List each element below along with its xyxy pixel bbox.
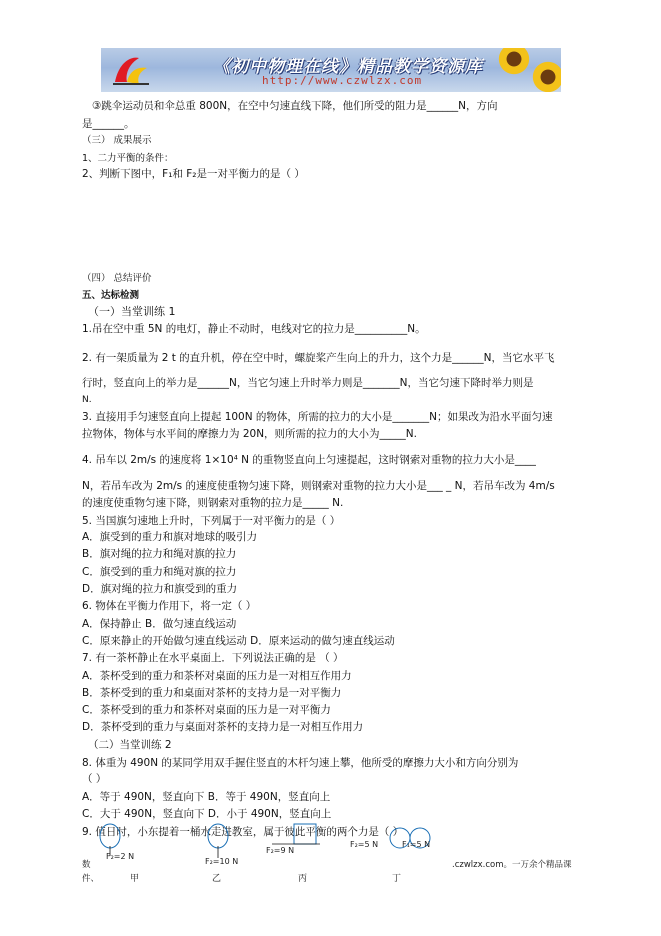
diagram-label: F₂=2 N: [106, 852, 135, 861]
option: B．旗对绳的拉力和绳对旗的拉力: [82, 548, 237, 560]
option: A．茶杯受到的重力和茶杯对桌面的压力是一对相互作用力: [82, 670, 352, 682]
question-8: 8. 体重为 490N 的某同学用双手握住竖直的木杆匀速上攀，他所受的摩擦力大小和方向分别为: [82, 757, 519, 769]
question-2-cont: N.: [82, 395, 92, 405]
sunflower-icon: [497, 48, 531, 76]
option: A．保持静止 B．做匀速直线运动: [82, 618, 237, 630]
diagram-caption: 甲: [130, 874, 140, 884]
question-5: 5. 当国旗匀速地上升时，下列属于一对平衡力的是（ ）: [82, 515, 341, 527]
diagram-label: F₂=9 N: [266, 846, 295, 855]
text-line: ③跳伞运动员和伞总重 800N，在空中匀速直线下降，他们所受的阻力是______N，方向: [92, 100, 498, 112]
diagram-label: F₂=10 N: [205, 857, 239, 866]
header-banner: [101, 48, 561, 92]
sunflower-icon: [531, 60, 561, 92]
section-heading: （一）当堂训练 1: [88, 305, 176, 318]
section-heading: （三） 成果展示: [82, 135, 152, 146]
option: C．原来静止的开始做匀速直线运动 D．原来运动的做匀速直线运动: [82, 635, 395, 647]
question-4-cont: 的速度使重物匀速下降，则钢索对重物的拉力是_____ N.: [82, 497, 344, 509]
diagram-object: [294, 824, 316, 844]
question-1: 1.吊在空中重 5N 的电灯，静止不动时，电线对它的拉力是__________N。: [82, 323, 426, 335]
footer-text: .czwlzx.com。一万余个精品课: [452, 860, 572, 870]
diagram-label: F₂=5 N: [350, 840, 379, 849]
section-heading: 五、达标检测: [82, 290, 140, 301]
option: C．茶杯受到的重力和茶杯对桌面的压力是一对平衡力: [82, 704, 331, 716]
text-line: 2、判断下图中，F₁和 F₂是一对平衡力的是（ ）: [82, 168, 305, 180]
question-7: 7. 有一茶杯静止在水平桌面上．下列说法正确的是 （ ）: [82, 652, 344, 664]
question-3-cont: 拉物体，物体与水平间的摩擦力为 20N，则所需的拉力的大小为_____N.: [82, 428, 417, 440]
footer-text: 数: [82, 860, 91, 870]
site-url[interactable]: http://www.czwlzx.com: [262, 74, 423, 87]
diagram-caption: 丙: [298, 874, 308, 884]
force-diagram: [82, 816, 542, 880]
option: C．旗受到的重力和绳对旗的拉力: [82, 566, 237, 578]
footer-text: 件、: [82, 874, 100, 884]
diagram-object: [100, 824, 120, 848]
question-8-cont: （ ）: [82, 773, 107, 785]
site-logo-icon: [109, 52, 153, 88]
option: C．大于 490N，竖直向下 D．小于 490N，竖直向上: [82, 808, 332, 820]
section-heading: （四） 总结评价: [82, 273, 152, 284]
question-2: 2. 有一架质量为 2 t 的直升机，停在空中时，螺旋桨产生向上的升力，这个力是______N，当它水平飞: [82, 352, 555, 364]
text-line: 是______。: [82, 118, 135, 130]
site-title: 《初中物理在线》精品教学资源库: [213, 57, 483, 77]
text-line: 1、二力平衡的条件：: [82, 153, 174, 164]
option: B．茶杯受到的重力和桌面对茶杯的支持力是一对平衡力: [82, 687, 342, 699]
diagram-object: [208, 824, 228, 848]
question-4: 4. 吊车以 2m/s 的速度将 1×10⁴ N 的重物竖直向上匀速提起，这时钢索对重物的拉力大小是____: [82, 454, 536, 466]
diagram-caption: 乙: [212, 874, 222, 884]
question-2-cont: 行时，竖直向上的举力是______N，当它匀速上升时举力则是_______N，当它匀速下降时举力则是: [82, 377, 534, 389]
diagram-label: F₁=5 N: [402, 840, 431, 849]
question-6: 6. 物体在平衡力作用下，将一定（ ）: [82, 600, 257, 612]
question-3: 3. 直接用手匀速竖直向上提起 100N 的物体，所需的拉力的大小是_______N；如果改为沿水平面匀速: [82, 411, 553, 423]
option: D．茶杯受到的重力与桌面对茶杯的支持力是一对相互作用力: [82, 721, 364, 733]
option: A．等于 490N，竖直向下 B．等于 490N，竖直向上: [82, 791, 331, 803]
question-4-cont: N，若吊车改为 2m/s 的速度使重物匀速下降，则钢索对重物的拉力大小是___ _ N，若吊车改为 4m/s: [82, 480, 555, 492]
section-heading: （二）当堂训练 2: [88, 739, 172, 751]
diagram-caption: 丁: [392, 874, 402, 884]
question-9: 9. 值日时，小东提着一桶水走进教室，属于彼此平衡的两个力是（ ）: [82, 826, 404, 838]
option: D．旗对绳的拉力和旗受到的重力: [82, 583, 238, 595]
option: A．旗受到的重力和旗对地球的吸引力: [82, 531, 258, 543]
